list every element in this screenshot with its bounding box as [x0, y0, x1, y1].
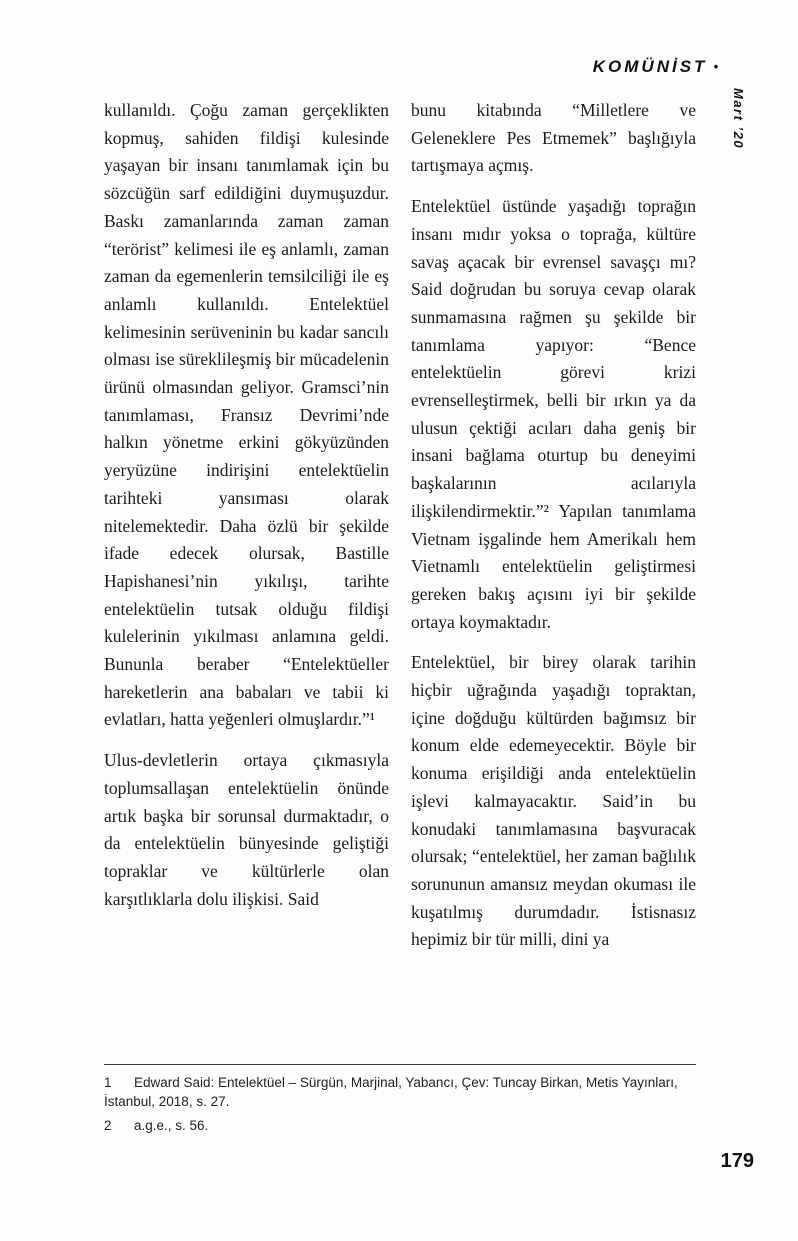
issue-date: Mart ’20 — [731, 88, 746, 150]
page-number: 179 — [720, 1150, 754, 1172]
paragraph: Ulus-devletlerin ortaya çıkmasıyla toplumsallaşan entelektüelin önünde artık başka bir sorunsal durmaktadır, o da entelektüelin bünyesinde geliştiği topraklar ve kültürlerle olan karşıtlıklarla dolu ilişkisi. Said — [104, 750, 389, 909]
paragraph: kullanıldı. Çoğu zaman gerçeklikten kopmuş, sahiden fildişi kulesinde yaşayan bir insanı tanımlamak için bu sözcüğün sarf edildiğini duymuşuzdur. Baskı zamanlarında zaman zaman “terörist” kelimesi ile eş anlamlı, zaman zaman da egemenlerin temsilciliği ile eş anlamlı kullanıldı. Entelektüel kelimesinin serüveninin bu kadar sancılı olması ise süreklileşmiş bir mücadelenin ürünü olmasından geliyor. Gramsci’nin tanımlaması, Fransız Devrimi’nde halkın yönetme erkini gökyüzünden yeryüzüne indirişini entelektüelin tarihteki yansıması olarak nitelemektedir. Daha özlü bir şekilde ifade edecek olursak, Bastille Hapishanesi’nin yıkılışı, tarihte entelektüelin tutsak olduğu fildişi kulelerinin yıkılması anlamına geldi. Bununla beraber “Entelektüeller hareketlerin ana babaları ve tabii ki evlatları, hatta yeğenleri olmuşlardır.”¹ — [104, 100, 389, 730]
left-column — [104, 97, 389, 1059]
footnote-number: 2 — [104, 1118, 112, 1133]
paragraph: bunu kitabında “Milletlere ve Geleneklere Pes Etmemek” başlığıyla tartışmaya açmış. — [411, 100, 696, 176]
footnotes-section — [104, 1064, 696, 1140]
journal-masthead — [593, 57, 718, 77]
journal-title: KOMÜNİST — [592, 57, 708, 76]
footnote-item — [104, 1116, 696, 1135]
paragraph: Entelektüel, bir birey olarak tarihin hiçbir uğrağında yaşadığı topraktan, içine doğduğu kültürden bağımsız bir konum elde edemeyecektir. Böyle bir konuma erişildiği anda entelektüelin işlevi kalmayacaktır. Said’in bu konudaki tanımlamasına başvuracak olursak; “entelektüel, her zaman bağlılık sorununun amansız meydan okuması ile kuşatılmış durumdadır. İstisnasız hepimiz bir tür milli, dini ya — [411, 652, 696, 950]
masthead-bullet: • — [713, 59, 718, 74]
right-column — [411, 97, 696, 1059]
footnote-text: Edward Said: Entelektüel – Sürgün, Marjinal, Yabancı, Çev: Tuncay Birkan, Metis Yayınları, İstanbul, 2018, s. 27. — [104, 1075, 678, 1109]
footnote-text: a.g.e., s. 56. — [134, 1118, 209, 1133]
article-body — [104, 97, 696, 1059]
footnote-item — [104, 1073, 696, 1111]
paragraph: Entelektüel üstünde yaşadığı toprağın insanı mıdır yoksa o toprağa, kültüre savaş açacak bir evrensel savaşçı mı? Said doğrudan bu soruya cevap olarak sunmamasına rağmen şu şekilde bir tanımlama yapıyor: “Bence entelektüelin görevi krizi evrenselleştirmek, belli bir ırkın ya da ulusun çektiği acıları daha geniş bir insani bağlama oturtup bu deneyimi başkalarının acılarıyla ilişkilendirmektir.”² Yapılan tanımlama Vietnam işgalinde hem Amerikalı hem Vietnamlı entelektüelin geliştirmesi gereken bakış açısını iyi bir şekilde ortaya koymaktadır. — [411, 196, 696, 632]
footnote-number: 1 — [104, 1075, 112, 1090]
